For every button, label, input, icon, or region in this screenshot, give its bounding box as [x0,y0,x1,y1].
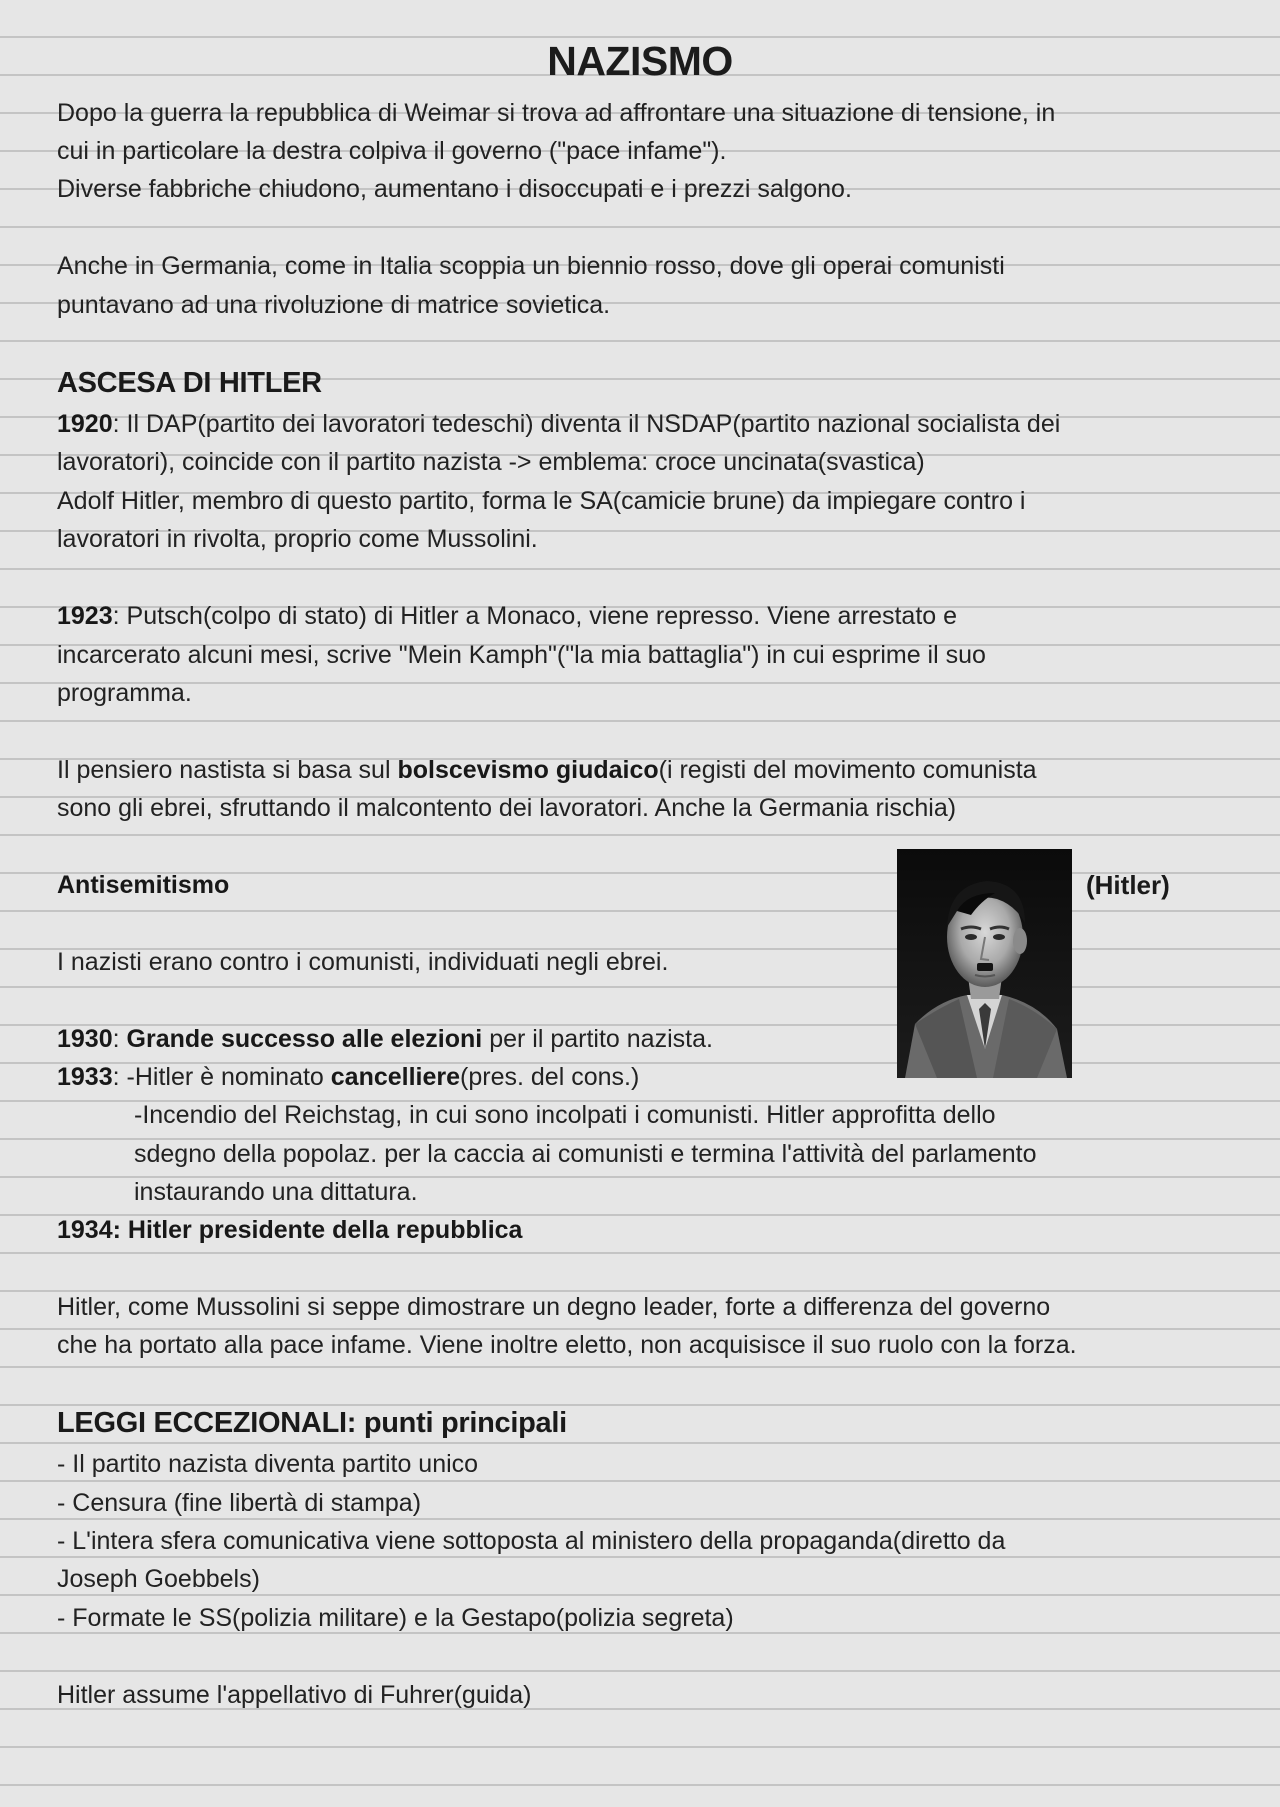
page-title: NAZISMO [547,38,733,84]
closing-line: Hitler assume l'appellativo di Fuhrer(guida) [57,1681,532,1709]
intro-line-5: puntavano ad una rivoluzione di matrice sovietica. [57,291,611,319]
y1930-line [57,1022,713,1056]
year-1923: 1923 [57,602,113,630]
section-heading-ascesa: ASCESA DI HITLER [57,367,322,399]
y1933-line-4: instaurando una dittatura. [134,1178,418,1206]
pensiero-pre: Il pensiero nastista si basa sul [57,756,398,784]
leader-line-1: Hitler, come Mussolini si seppe dimostrare un degno leader, forte a differenza del governo [57,1293,1051,1321]
hitler-photo [897,849,1072,1078]
y1920-text: : Il DAP(partito dei lavoratori tedeschi) diventa il NSDAP(partito nazional socialista dei [112,410,1061,438]
intro-line-3: Diverse fabbriche chiudono, aumentano i disoccupati e i prezzi salgono. [57,175,852,203]
y1920-line-3: Adolf Hitler, membro di questo partito, forma le SA(camicie brune) da impiegare contro i [57,487,1026,515]
y1923-text: : Putsch(colpo di stato) di Hitler a Monaco, viene represso. Viene arrestato e [112,602,958,630]
y1923-line-2: incarcerato alcuni mesi, scrive "Mein Kamph"("la mia battaglia") in cui esprime il suo [57,641,986,669]
y1930-colon: : [112,1025,127,1053]
y1933-post: (pres. del cons.) [460,1063,640,1091]
leggi-item-2: - Censura (fine libertà di stampa) [57,1489,422,1517]
antisemitismo-heading: Antisemitismo [57,871,230,899]
pensiero-post: (i registi del movimento comunista [658,756,1037,784]
y1920-line-1 [57,407,1060,441]
intro-line-2: cui in particolare la destra colpiva il governo ("pace infame"). [57,137,727,165]
year-1930: 1930 [57,1025,113,1053]
year-1920: 1920 [57,410,113,438]
y1933-line-1 [57,1060,639,1094]
portrait-image [897,849,1072,1078]
section-heading-leggi: LEGGI ECCEZIONALI: punti principali [57,1407,567,1439]
year-1933: 1933 [57,1063,113,1091]
y1930-rest: per il partito nazista. [482,1025,713,1053]
y1933-pre: : -Hitler è nominato [112,1063,331,1091]
y1933-bold: cancelliere [330,1063,461,1091]
photo-caption: (Hitler) [1086,870,1170,900]
y1934-line: 1934: Hitler presidente della repubblica [57,1216,523,1244]
y1923-line-3: programma. [57,679,192,707]
intro-line-1: Dopo la guerra la repubblica di Weimar si trova ad affrontare una situazione di tensione, in [57,99,1056,127]
antisemitismo-text: I nazisti erano contro i comunisti, individuati negli ebrei. [57,948,669,976]
y1923-line-1 [57,599,957,633]
pensiero-line-1 [57,753,1037,787]
y1933-line-2: -Incendio del Reichstag, in cui sono incolpati i comunisti. Hitler approfitta dello [134,1101,996,1129]
pensiero-line-2: sono gli ebrei, sfruttando il malcontento dei lavoratori. Anche la Germania rischia) [57,794,957,822]
y1920-line-2: lavoratori), coincide con il partito nazista -> emblema: croce uncinata(svastica) [57,448,925,476]
y1920-line-4: lavoratori in rivolta, proprio come Mussolini. [57,525,538,553]
leggi-item-3-cont: Joseph Goebbels) [57,1565,260,1593]
y1933-line-3: sdegno della popolaz. per la caccia ai comunisti e termina l'attività del parlamento [134,1140,1037,1168]
leggi-item-1: - Il partito nazista diventa partito unico [57,1450,479,1478]
leader-line-2: che ha portato alla pace infame. Viene inoltre eletto, non acquisisce il suo ruolo con la forza. [57,1331,1077,1359]
y1930-bold: Grande successo alle elezioni [126,1025,483,1053]
pensiero-bold: bolscevismo giudaico [397,756,659,784]
leggi-item-3: - L'intera sfera comunicativa viene sottoposta al ministero della propaganda(diretto da [57,1527,1006,1555]
intro-line-4: Anche in Germania, come in Italia scoppia un biennio rosso, dove gli operai comunisti [57,252,1005,280]
leggi-item-4: - Formate le SS(polizia militare) e la Gestapo(polizia segreta) [57,1604,734,1632]
